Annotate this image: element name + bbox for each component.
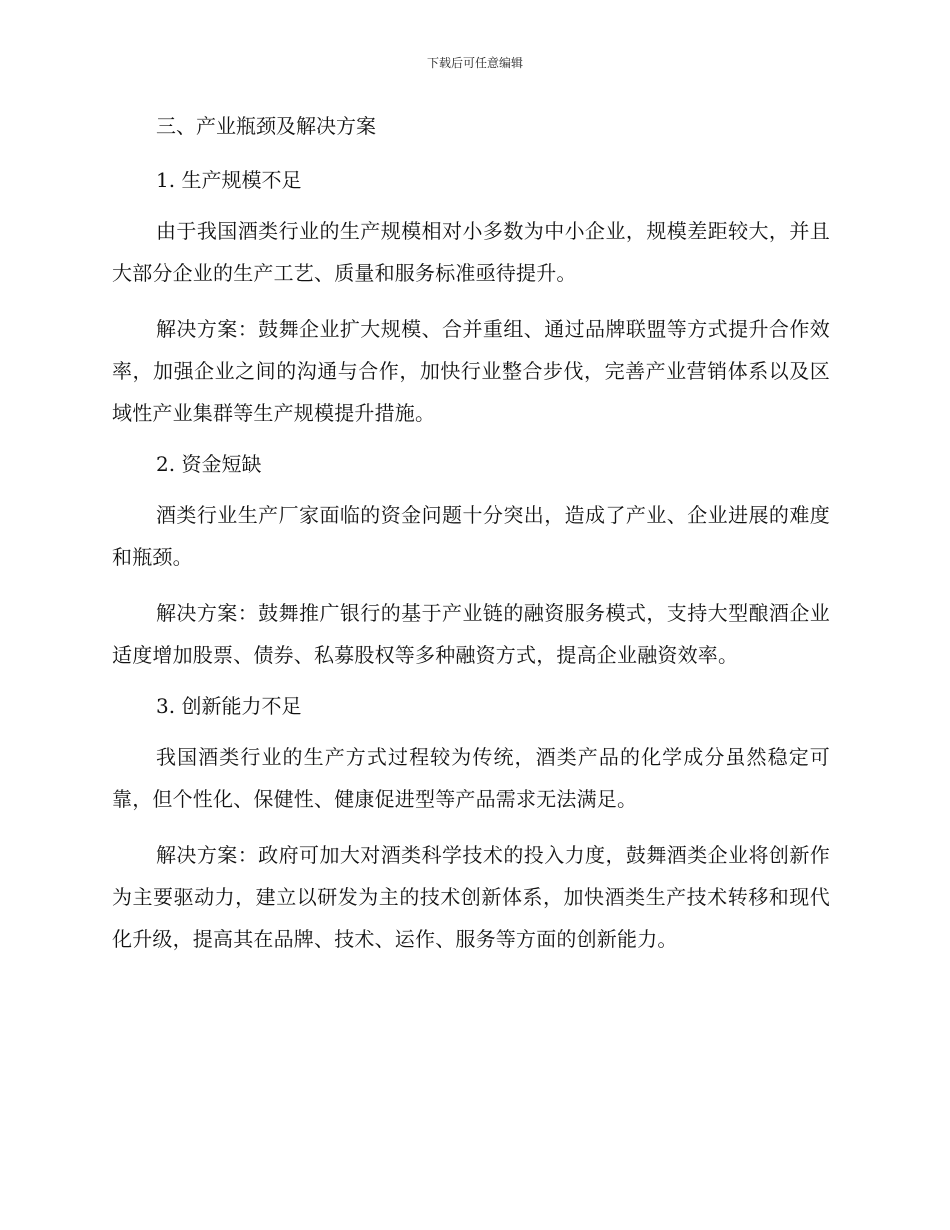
page-header: 下载后可任意编辑 xyxy=(426,56,523,70)
issue-block-funding xyxy=(112,448,830,676)
issue-heading: 1. 生产规模不足 xyxy=(156,168,302,192)
issue-heading: 3. 创新能力不足 xyxy=(156,694,302,718)
issue-problem-paragraph: 我国酒类行业的生产方式过程较为传统，酒类产品的化学成分虽然稳定可靠，但个性化、保健性、健康促进型等产品需求无法满足。 xyxy=(112,745,830,811)
issue-problem-paragraph: 酒类行业生产厂家面临的资金问题十分突出，造成了产业、企业进展的难度和瓶颈。 xyxy=(112,503,830,569)
issue-block-scale xyxy=(112,164,830,434)
issue-solution-paragraph: 解决方案：鼓舞企业扩大规模、合并重组、通过品牌联盟等方式提升合作效率，加强企业之间的沟通与合作，加快行业整合步伐，完善产业营销体系以及区域性产业集群等生产规模提升措施。 xyxy=(112,317,830,425)
issue-solution-paragraph: 解决方案：政府可加大对酒类科学技术的投入力度，鼓舞酒类企业将创新作为主要驱动力，建立以研发为主的技术创新体系，加快酒类生产技术转移和现代化升级，提高其在品牌、技术、运作、服务等方面的创新能力。 xyxy=(112,843,830,951)
document-body xyxy=(112,110,830,974)
issue-block-innovation xyxy=(112,690,830,960)
issue-problem-paragraph: 由于我国酒类行业的生产规模相对小多数为中小企业，规模差距较大，并且大部分企业的生产工艺、质量和服务标准亟待提升。 xyxy=(112,219,830,285)
section-title: 三、产业瓶颈及解决方案 xyxy=(156,114,376,138)
issue-solution-paragraph: 解决方案：鼓舞推广银行的基于产业链的融资服务模式，支持大型酿酒企业适度增加股票、债券、私募股权等多种融资方式，提高企业融资效率。 xyxy=(112,601,830,667)
issue-heading: 2. 资金短缺 xyxy=(156,452,262,476)
